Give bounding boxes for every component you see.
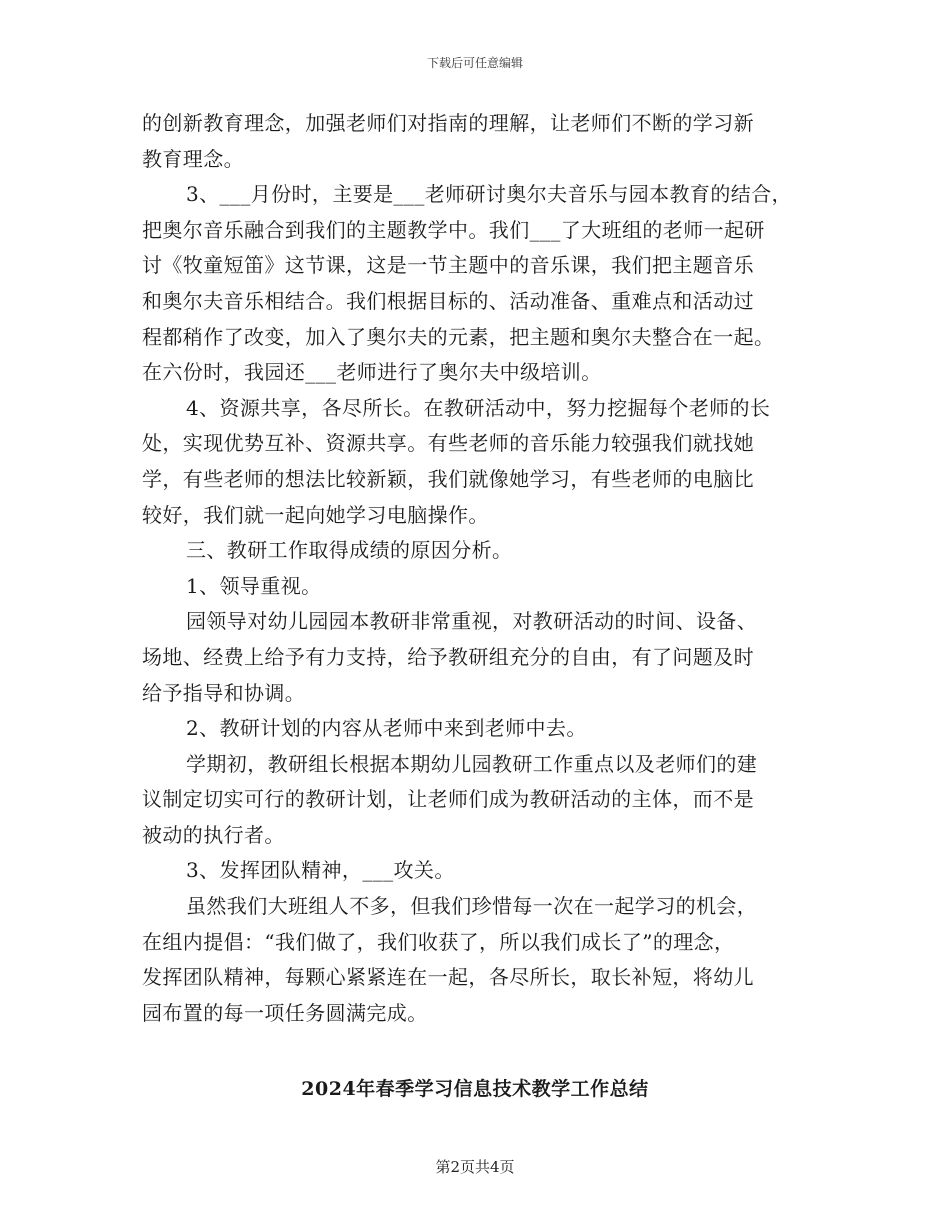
text-line: 和奥尔夫音乐相结合。我们根据目标的、活动准备、重难点和活动过 [142, 288, 754, 313]
text-line: 讨《牧童短笛》这节课，这是一节主题中的音乐课，我们把主题音乐 [142, 253, 754, 278]
text-line: 2、教研计划的内容从老师中来到老师中去。 [186, 716, 587, 741]
section-title: 2024年春季学习信息技术教学工作总结 [301, 1078, 649, 1100]
text-line: 程都稍作了改变，加入了奥尔夫的元素，把主题和奥尔夫整合在一起。 [142, 324, 775, 349]
text-line: 3、___月份时，主要是___老师研讨奥尔夫音乐与园本教育的结合， [186, 182, 792, 207]
text-line: 发挥团队精神，每颗心紧紧连在一起，各尽所长，取长补短，将幼儿 [142, 965, 754, 990]
page-footer: 第2页共4页 [435, 1158, 515, 1176]
text-line: 议制定切实可行的教研计划，让老师们成为教研活动的主体，而不是 [142, 787, 754, 812]
text-line: 给予指导和协调。 [142, 680, 306, 705]
text-line: 1、领导重视。 [186, 573, 322, 598]
text-line: 园布置的每一项任务圆满完成。 [142, 1000, 428, 1025]
text-line: 学，有些老师的想法比较新颖，我们就像她学习，有些老师的电脑比 [142, 466, 754, 491]
text-line: 教育理念。 [142, 146, 244, 171]
text-line: 学期初，教研组长根据本期幼儿园教研工作重点以及老师们的建 [186, 751, 758, 776]
text-line: 三、教研工作取得成绩的原因分析。 [186, 538, 513, 563]
text-line: 3、发挥团队精神，___攻关。 [186, 858, 455, 883]
text-line: 4、资源共享，各尽所长。在教研活动中，努力挖掘每个老师的长 [186, 395, 771, 420]
body-text [142, 106, 822, 1031]
text-line: 的创新教育理念，加强老师们对指南的理解，让老师们不断的学习新 [142, 111, 754, 135]
text-line: 把奥尔音乐融合到我们的主题教学中。我们___了大班组的老师一起研 [142, 217, 765, 242]
page-header: 下载后可任意编辑 [426, 56, 523, 70]
text-line: 在六份时，我园还___老师进行了奥尔夫中级培训。 [142, 360, 602, 385]
text-line: 园领导对幼儿园园本教研非常重视，对教研活动的时间、设备、 [186, 609, 758, 634]
text-line: 虽然我们大班组人不多，但我们珍惜每一次在一起学习的机会， [186, 894, 758, 919]
text-line: 较好，我们就一起向她学习电脑操作。 [142, 502, 489, 527]
text-line: 处，实现优势互补、资源共享。有些老师的音乐能力较强我们就找她 [142, 431, 754, 456]
text-line: 场地、经费上给予有力支持，给予教研组充分的自由，有了问题及时 [142, 644, 754, 669]
text-line: 在组内提倡：“我们做了，我们收获了，所以我们成长了”的理念， [142, 929, 735, 954]
text-line: 被动的执行者。 [142, 822, 285, 847]
